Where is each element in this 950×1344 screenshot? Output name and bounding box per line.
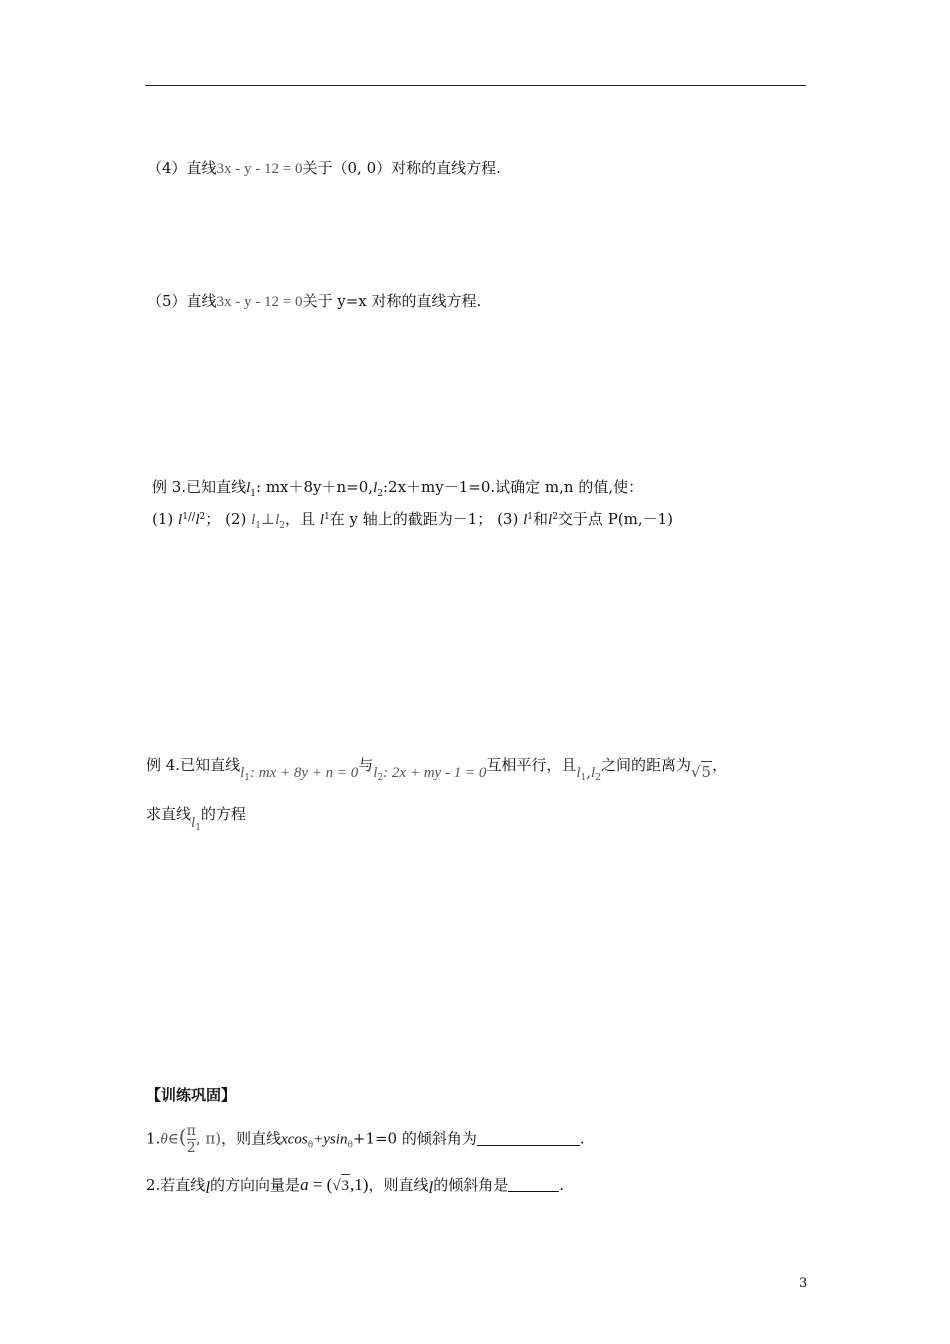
item2-tail: 的倾斜角是	[433, 1176, 509, 1194]
training-heading: 【训练巩固】	[146, 1086, 237, 1104]
item1-expr-ysin: +ysin	[313, 1131, 348, 1148]
item1-answer-blank[interactable]	[477, 1131, 580, 1146]
ex4-yu: 与	[358, 756, 374, 774]
fraction-denominator: 2	[186, 1140, 196, 1156]
ex4-line2-prefix: 求直线	[146, 805, 192, 823]
ex4-l2-symbol: l	[373, 765, 378, 781]
ex3-l2-symbol: l	[373, 480, 378, 496]
item1-label: 1.	[146, 1129, 161, 1148]
ex3-l1-symbol: l	[246, 480, 251, 496]
q5-suffix: 关于 y=x 对称的直线方程.	[302, 292, 482, 310]
q5-equation: 3x - y - 12 = 0	[216, 294, 303, 310]
training-item-2	[146, 1174, 564, 1199]
ex3-p3-l2-sub: 2	[552, 512, 558, 522]
q4-prefix: （4）直线	[147, 159, 217, 177]
ex3-part-2-label: (2)	[225, 510, 247, 528]
ex4-l1-l2-a-sub: 1	[580, 773, 587, 783]
ex4-l2-sub: 2	[377, 773, 384, 783]
item1-interval-rest: , π)	[195, 1129, 222, 1148]
item2-answer-blank[interactable]	[508, 1177, 559, 1192]
ex4-l2-equation: : 2x + my - 1 = 0	[383, 765, 487, 781]
item1-paren-open: (	[178, 1124, 187, 1149]
q4-suffix: 关于（0, 0）对称的直线方程.	[302, 159, 501, 177]
ex4-comma: ，	[712, 756, 728, 774]
ex4-line2-l1: l	[191, 815, 196, 831]
ex4-l1-l2-b-sub: 2	[595, 773, 601, 783]
example-3-line-1	[152, 477, 643, 504]
ex4-line2-l1-sub: 1	[195, 823, 201, 833]
item1-theta-b: θ	[347, 1140, 353, 1151]
ex3-p2-l2-sub: 2	[279, 521, 286, 531]
item2-mid: 的方向向量是	[210, 1176, 301, 1194]
q4-equation: 3x - y - 12 = 0	[216, 161, 303, 177]
parallel-symbol: //	[187, 510, 196, 523]
item2-equals-paren: = (	[308, 1175, 333, 1194]
fraction-numerator: π	[186, 1123, 196, 1139]
ex3-p3-l2: l	[548, 512, 553, 528]
ex4-l1-l2-a: l	[576, 765, 581, 781]
item1-theta-a: θ	[307, 1140, 314, 1151]
item2-sqrt-symbol: √	[332, 1178, 341, 1194]
ex4-l1-l2-b: l	[591, 765, 596, 781]
ex4-line2-suffix: 的方程	[200, 805, 246, 823]
ex3-intercept-l1: l	[319, 512, 324, 528]
theta-symbol: θ	[160, 1131, 168, 1148]
ex4-prefix: 例 4.已知直线	[146, 756, 241, 774]
ex3-p2-l2: l	[275, 512, 280, 528]
question-5	[147, 291, 481, 312]
ex4-l1-sub: 1	[244, 773, 250, 783]
item1-end: .	[579, 1129, 585, 1148]
ex3-prefix: 例 3.已知直线	[152, 478, 247, 496]
ex3-he: 和	[533, 510, 549, 528]
ex3-p3-l1-sub: 1	[527, 512, 533, 522]
ex4-distance-text: 之间的距离为	[600, 756, 691, 774]
ex3-intercept-l1-sub: 1	[323, 512, 330, 522]
item2-l-symbol-b: l	[428, 1178, 434, 1197]
item2-l-symbol: l	[205, 1178, 211, 1197]
ex3-p1-semicolon: ；	[205, 510, 221, 528]
ex4-l1-symbol: l	[240, 765, 245, 781]
item2-mid2: ，则直线	[368, 1176, 429, 1194]
perpendicular-symbol: ⊥	[261, 510, 276, 528]
ex3-p1-l2-sub: 2	[199, 512, 206, 522]
ex3-p1-l1-sub: 1	[182, 512, 188, 522]
ex3-intersect-text: 交于点 P(m,－1)	[557, 510, 674, 528]
example-4-line-2	[146, 804, 246, 838]
ex3-l2-sub: 2	[377, 489, 383, 499]
example-3-line-2	[152, 507, 673, 536]
ex3-part-3-label: (3)	[497, 510, 519, 528]
ex3-l2-equation: :2x＋my－1=0.试确定 m,n 的值,使：	[382, 478, 644, 496]
item2-end: .	[559, 1176, 565, 1194]
training-item-1	[146, 1123, 585, 1157]
ex3-part-1-label: (1)	[152, 510, 174, 528]
sqrt-symbol: √	[690, 763, 701, 781]
item1-mid: ，则直线	[221, 1129, 282, 1148]
example-4-line-1: 例 4.已知直线$l_1$: mx + 8y + n = 0与$l_2$: 2x + my - 1 = 0互相平行，且$l_1,l_2$之间的距离为√5，	[146, 756, 728, 783]
ex3-p2-l1: l	[251, 512, 256, 528]
page-number: 3	[799, 1276, 808, 1291]
ex3-and-text: ，且	[285, 510, 316, 528]
ex4-l1-equation: : mx + 8y + n = 0	[250, 765, 359, 781]
ex3-p3-l1: l	[523, 512, 528, 528]
q5-prefix: （5）直线	[147, 292, 217, 310]
header-rule	[145, 85, 806, 86]
vector-a-symbol: a	[300, 1175, 309, 1194]
ex4-sqrt5-value: 5	[701, 763, 712, 781]
ex3-p1-l1: l	[178, 512, 183, 528]
item1-expr-xcos: xcos	[281, 1131, 308, 1148]
element-of-symbol: ∈	[167, 1129, 179, 1148]
ex3-p1-l2: l	[195, 512, 200, 528]
ex4-parallel-text: 互相平行，且	[486, 756, 577, 774]
ex3-intercept-text: 在 y 轴上的截距为－1；	[329, 510, 493, 528]
ex3-l1-sub: 1	[250, 489, 256, 499]
item2-sqrt3-value: 3	[341, 1174, 351, 1197]
item2-vector-rest: ,1)	[350, 1175, 369, 1194]
item1-expr-rest: +1=0 的倾斜角为	[352, 1129, 477, 1148]
question-4	[147, 158, 501, 179]
ex3-l1-equation: : mx＋8y＋n=0,	[256, 478, 374, 496]
item2-label: 2.若直线	[146, 1176, 206, 1194]
ex3-p2-l1-sub: 1	[255, 521, 261, 531]
pi-over-2-fraction	[187, 1123, 196, 1156]
